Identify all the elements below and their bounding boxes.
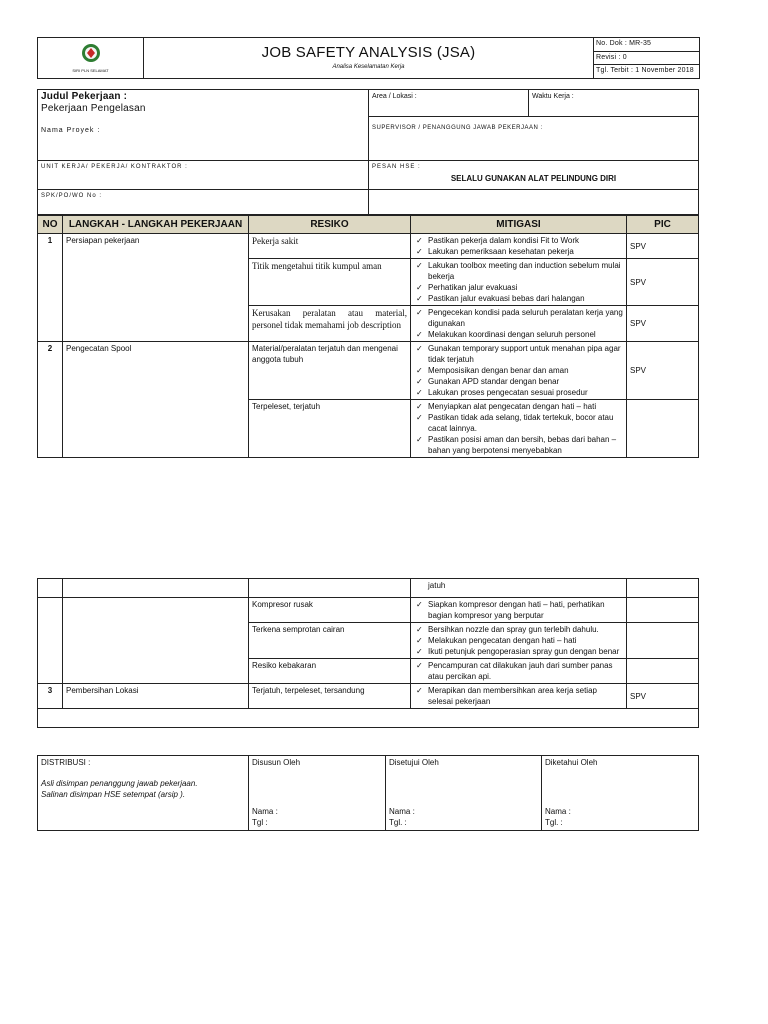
col-steps: LANGKAH - LANGKAH PEKERJAAN bbox=[63, 216, 249, 234]
mitigation-item: ✓ Melakukan koordinasi dengan seluruh personel bbox=[416, 330, 596, 339]
empty-cell bbox=[63, 579, 249, 598]
table-row bbox=[38, 234, 699, 259]
check-icon: ✓ bbox=[416, 388, 423, 397]
row-pic: SPV bbox=[627, 342, 699, 400]
check-icon: ✓ bbox=[416, 261, 423, 270]
mitigation-item: ✓ Bersihkan nozzle dan spray gun terlebih dahulu. bbox=[416, 625, 599, 634]
row-mitigation bbox=[411, 684, 627, 709]
check-icon: ✓ bbox=[416, 366, 423, 375]
acknowledged-by-label: Diketahui Oleh bbox=[545, 758, 598, 767]
info-table bbox=[37, 89, 699, 215]
mitigation-item: ✓ Merapikan dan membersihkan area kerja setiap selesai pekerjaan bbox=[416, 686, 597, 706]
check-icon: ✓ bbox=[416, 247, 423, 256]
col-pic: PIC bbox=[627, 216, 699, 234]
check-icon: ✓ bbox=[416, 283, 423, 292]
row-mitigation bbox=[411, 623, 627, 659]
empty-cell bbox=[38, 598, 63, 684]
logo-text: SIRI PLN SELAMAT bbox=[72, 68, 109, 73]
revision: Revisi : 0 bbox=[594, 51, 700, 65]
title-cell bbox=[144, 38, 594, 79]
acknowledged-by-date: Tgl. : bbox=[545, 818, 563, 827]
row-risk: Kerusakan peralatan atau material, personel tidak memahami job description bbox=[249, 306, 411, 342]
continued-mitigation: jatuh bbox=[411, 579, 627, 598]
distribution-label: DISTRIBUSI : bbox=[41, 758, 91, 767]
table-row bbox=[38, 579, 699, 598]
mitigation-item: ✓ Menyiapkan alat pengecatan dengan hati – hati bbox=[416, 402, 597, 411]
prepared-by-name: Nama : bbox=[252, 807, 278, 816]
row-pic bbox=[627, 400, 699, 458]
prepared-by-cell bbox=[249, 756, 386, 831]
logo-cell bbox=[38, 38, 144, 79]
empty-cell bbox=[627, 579, 699, 598]
empty-cell bbox=[249, 579, 411, 598]
spacer-row bbox=[38, 709, 699, 728]
check-icon: ✓ bbox=[416, 402, 423, 411]
table-row bbox=[38, 684, 699, 709]
mitigation-item: ✓ Siapkan kompresor dengan hati – hati, perhatikan bagian kompresor yang berputar bbox=[416, 600, 605, 620]
acknowledged-by-cell bbox=[542, 756, 699, 831]
hse-message: SELALU GUNAKAN ALAT PELINDUNG DIRI bbox=[450, 174, 617, 183]
check-icon: ✓ bbox=[416, 308, 423, 317]
issue-date: Tgl. Terbit : 1 November 2018 bbox=[594, 65, 700, 79]
distribution-table bbox=[37, 755, 699, 831]
approved-by-cell bbox=[386, 756, 542, 831]
approved-by-date: Tgl. : bbox=[389, 818, 407, 827]
row-mitigation bbox=[411, 259, 627, 306]
distribution-cell bbox=[38, 756, 249, 831]
supervisor-label: SUPERVISOR / PENANGGUNG JAWAB PEKERJAAN : bbox=[369, 117, 699, 161]
approved-by-name: Nama : bbox=[389, 807, 415, 816]
table-row bbox=[38, 598, 699, 623]
row-mitigation bbox=[411, 342, 627, 400]
jsa-table-continued bbox=[37, 578, 699, 728]
spk-value-cell bbox=[369, 190, 699, 215]
row-number: 1 bbox=[38, 234, 63, 342]
check-icon: ✓ bbox=[416, 600, 423, 609]
row-number: 2 bbox=[38, 342, 63, 458]
mitigation-item: ✓ Melakukan pengecatan dengan hati – hati bbox=[416, 636, 577, 645]
check-icon: ✓ bbox=[416, 625, 423, 634]
job-title-value: Pekerjaan Pengelasan bbox=[41, 103, 146, 114]
mitigation-item: ✓ Lakukan proses pengecatan sesuai prosedur bbox=[416, 388, 588, 397]
row-number: 3 bbox=[38, 684, 63, 709]
row-mitigation bbox=[411, 234, 627, 259]
job-title-cell bbox=[38, 90, 369, 161]
mitigation-item: ✓ Pastikan jalur evakuasi bebas dari halangan bbox=[416, 294, 585, 303]
row-pic: SPV bbox=[627, 306, 699, 342]
company-logo-icon bbox=[78, 43, 104, 65]
mitigation-item: ✓ Pastikan tidak ada selang, tidak tertekuk, bocor atau cacat lainnya. bbox=[416, 413, 614, 433]
row-risk: Pekerja sakit bbox=[249, 234, 411, 259]
check-icon: ✓ bbox=[416, 647, 423, 656]
job-title-label: Judul Pekerjaan : bbox=[41, 91, 128, 102]
check-icon: ✓ bbox=[416, 236, 423, 245]
project-name-label: Nama Proyek : bbox=[41, 127, 101, 134]
spk-label: SPK/PO/WO No : bbox=[38, 190, 369, 215]
mitigation-item: ✓ Pastikan posisi aman dan bersih, bebas dari bahan – bahan yang berpotensi menyebabkan bbox=[416, 435, 617, 455]
check-icon: ✓ bbox=[416, 377, 423, 386]
row-mitigation bbox=[411, 400, 627, 458]
row-pic: SPV bbox=[627, 234, 699, 259]
hse-cell bbox=[369, 161, 699, 190]
row-step: Persiapan pekerjaan bbox=[63, 234, 249, 342]
mitigation-item: ✓ Gunakan temporary support untuk menahan pipa agar tidak terjatuh bbox=[416, 344, 621, 364]
table-header-row bbox=[38, 216, 699, 234]
approved-by-label: Disetujui Oleh bbox=[389, 758, 439, 767]
mitigation-item: ✓ Lakukan toolbox meeting dan induction sebelum mulai bekerja bbox=[416, 261, 621, 281]
check-icon: ✓ bbox=[416, 294, 423, 303]
acknowledged-by-name: Nama : bbox=[545, 807, 571, 816]
row-step: Pengecatan Spool bbox=[63, 342, 249, 458]
col-no: NO bbox=[38, 216, 63, 234]
mitigation-item: ✓ Pencampuran cat dilakukan jauh dari sumber panas atau percikan api. bbox=[416, 661, 613, 681]
col-mitigation: MITIGASI bbox=[411, 216, 627, 234]
empty-cell bbox=[38, 709, 699, 728]
row-pic bbox=[627, 623, 699, 659]
check-icon: ✓ bbox=[416, 413, 423, 422]
row-risk: Resiko kebakaran bbox=[249, 659, 411, 684]
row-mitigation bbox=[411, 659, 627, 684]
mitigation-item: ✓ Gunakan APD standar dengan benar bbox=[416, 377, 560, 386]
mitigation-item: ✓ Ikuti petunjuk pengoperasian spray gun dengan benar bbox=[416, 647, 620, 656]
hse-label: PESAN HSE : bbox=[372, 164, 421, 170]
mitigation-item: ✓ Pastikan pekerja dalam kondisi Fit to Work bbox=[416, 236, 580, 245]
row-risk: Material/peralatan terjatuh dan mengenai anggota tubuh bbox=[249, 342, 411, 400]
empty-cell bbox=[63, 598, 249, 684]
area-label: Area / Lokasi : bbox=[369, 90, 529, 117]
row-pic bbox=[627, 598, 699, 623]
work-time-label: Waktu Kerja : bbox=[529, 90, 699, 117]
document-subtitle: Analisa Keselamatan Kerja bbox=[332, 64, 405, 70]
check-icon: ✓ bbox=[416, 435, 423, 444]
mitigation-item: ✓ Lakukan pemeriksaan kesehatan pekerja bbox=[416, 247, 574, 256]
row-risk: Titik mengetahui titik kumpul aman bbox=[249, 259, 411, 306]
row-step: Pembersihan Lokasi bbox=[63, 684, 249, 709]
row-pic: SPV bbox=[627, 259, 699, 306]
col-risk: RESIKO bbox=[249, 216, 411, 234]
row-pic: SPV bbox=[627, 684, 699, 709]
row-risk: Kompresor rusak bbox=[249, 598, 411, 623]
check-icon: ✓ bbox=[416, 330, 423, 339]
prepared-by-label: Disusun Oleh bbox=[252, 758, 301, 767]
distribution-text-2: Salinan disimpan HSE setempat (arsip ). bbox=[41, 790, 186, 799]
empty-cell bbox=[38, 579, 63, 598]
jsa-table bbox=[37, 215, 699, 458]
check-icon: ✓ bbox=[416, 686, 423, 695]
check-icon: ✓ bbox=[416, 636, 423, 645]
mitigation-item: ✓ Perhatikan jalur evakuasi bbox=[416, 283, 518, 292]
prepared-by-date: Tgl : bbox=[252, 818, 268, 827]
unit-label: UNIT KERJA/ PEKERJA/ KONTRAKTOR : bbox=[38, 161, 369, 190]
doc-number: No. Dok : MR-35 bbox=[594, 38, 700, 52]
header-table bbox=[37, 37, 700, 79]
mitigation-item: ✓ Pengecekan kondisi pada seluruh peralatan kerja yang digunakan bbox=[416, 308, 623, 328]
row-mitigation bbox=[411, 598, 627, 623]
row-risk: Terjatuh, terpeleset, tersandung bbox=[249, 684, 411, 709]
row-mitigation bbox=[411, 306, 627, 342]
row-risk: Terpeleset, terjatuh bbox=[249, 400, 411, 458]
document-title: JOB SAFETY ANALYSIS (JSA) bbox=[261, 44, 476, 61]
row-pic bbox=[627, 659, 699, 684]
check-icon: ✓ bbox=[416, 344, 423, 353]
table-row bbox=[38, 342, 699, 400]
row-risk: Terkena semprotan cairan bbox=[249, 623, 411, 659]
check-icon: ✓ bbox=[416, 661, 423, 670]
mitigation-item: ✓ Memposisikan dengan benar dan aman bbox=[416, 366, 569, 375]
distribution-text-1: Asli disimpan penanggung jawab pekerjaan. bbox=[41, 779, 198, 788]
